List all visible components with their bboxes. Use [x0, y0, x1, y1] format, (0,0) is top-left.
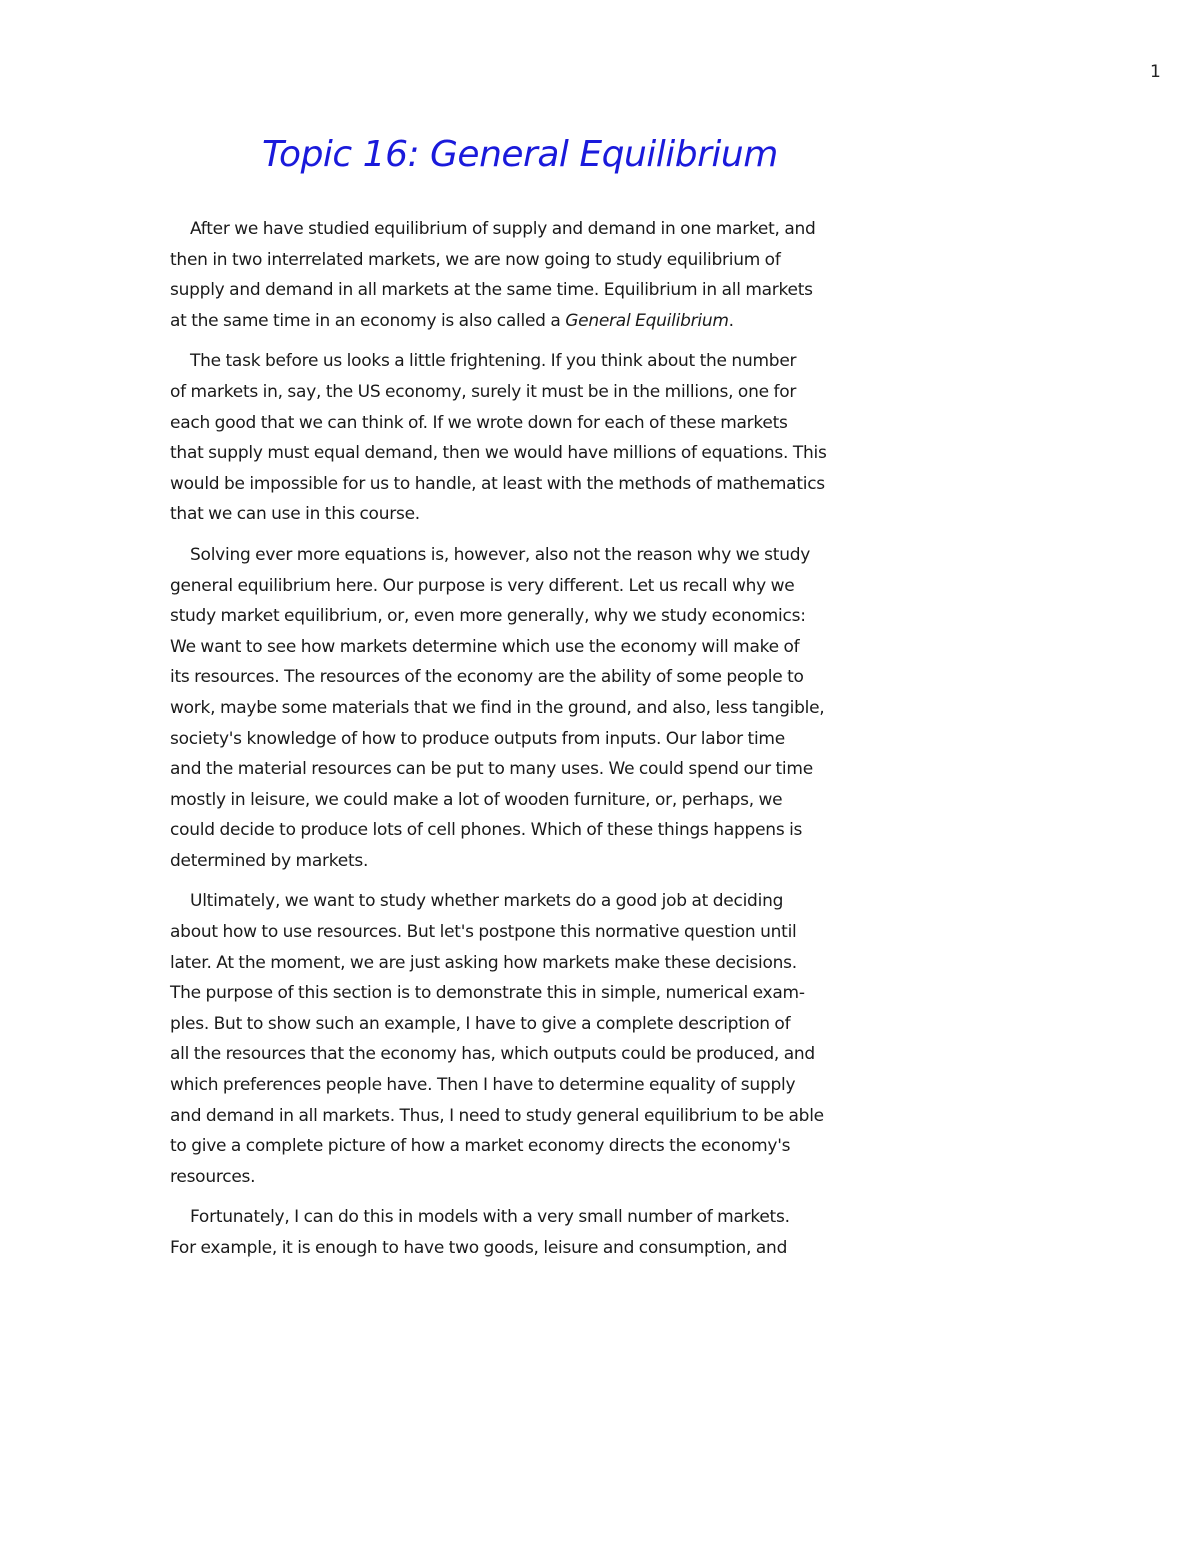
text-fragment: . — [728, 310, 734, 331]
text-line: all the resources that the economy has, which outputs could be produced, and — [170, 1044, 815, 1065]
text-fragment: at the same time in an economy is also called a — [170, 310, 566, 331]
text-line: of markets in, say, the US economy, surely it must be in the millions, one for — [170, 381, 797, 402]
text-line: mostly in leisure, we could make a lot of wooden furniture, or, perhaps, we — [170, 789, 783, 810]
text-line: general equilibrium here. Our purpose is very different. Let us recall why we — [170, 575, 795, 596]
text-line: about how to use resources. But let's postpone this normative question until — [170, 922, 797, 943]
text-line — [170, 306, 838, 337]
paragraph-4 — [170, 886, 838, 1192]
text-line: to give a complete picture of how a market economy directs the economy's — [170, 1136, 791, 1157]
page-number: 1 — [1150, 62, 1161, 82]
text-line: could decide to produce lots of cell phones. Which of these things happens is — [170, 820, 803, 841]
text-line: determined by markets. — [170, 850, 369, 871]
text-line: For example, it is enough to have two goods, leisure and consumption, and — [170, 1238, 788, 1258]
text-line: that supply must equal demand, then we would have millions of equations. This — [170, 443, 827, 464]
text-line: The task before us looks a little frightening. If you think about the number — [190, 351, 797, 372]
text-line: ples. But to show such an example, I have to give a complete description of — [170, 1013, 791, 1034]
paragraph-2 — [170, 346, 838, 530]
text-line: resources. — [170, 1166, 256, 1187]
text-line: and demand in all markets. Thus, I need to study general equilibrium to be able — [170, 1105, 824, 1126]
text-line: work, maybe some materials that we find in the ground, and also, less tangible, — [170, 697, 825, 718]
paragraph-1 — [170, 214, 838, 336]
text-line: each good that we can think of. If we wrote down for each of these markets — [170, 412, 788, 433]
emphasized-term: General Equilibrium — [565, 310, 729, 331]
body-text — [170, 214, 838, 1274]
document-title: Topic 16: General Equilibrium — [262, 134, 778, 175]
text-line: later. At the moment, we are just asking how markets make these decisions. — [170, 952, 797, 973]
text-line: study market equilibrium, or, even more generally, why we study economics: — [170, 606, 806, 627]
text-line: We want to see how markets determine which use the economy will make of — [170, 636, 800, 657]
paragraph-3 — [170, 540, 838, 877]
paragraph-5 — [170, 1202, 838, 1263]
text-line: its resources. The resources of the economy are the ability of some people to — [170, 667, 804, 688]
text-line: After we have studied equilibrium of supply and demand in one market, and — [190, 219, 816, 239]
text-line: and the material resources can be put to many uses. We could spend our time — [170, 759, 813, 780]
text-line: Fortunately, I can do this in models with a very small number of markets. — [190, 1207, 790, 1228]
text-line: supply and demand in all markets at the same time. Equilibrium in all markets — [170, 280, 813, 301]
text-line: society's knowledge of how to produce outputs from inputs. Our labor time — [170, 728, 785, 749]
text-line: that we can use in this course. — [170, 504, 420, 525]
text-line: which preferences people have. Then I have to determine equality of supply — [170, 1075, 796, 1096]
text-line: Ultimately, we want to study whether markets do a good job at deciding — [190, 891, 784, 912]
text-line: The purpose of this section is to demonstrate this in simple, numerical exam- — [170, 983, 805, 1004]
text-line: would be impossible for us to handle, at least with the methods of mathematics — [170, 473, 825, 494]
text-line: then in two interrelated markets, we are now going to study equilibrium of — [170, 249, 781, 270]
text-line: Solving ever more equations is, however, also not the reason why we study — [190, 544, 811, 565]
